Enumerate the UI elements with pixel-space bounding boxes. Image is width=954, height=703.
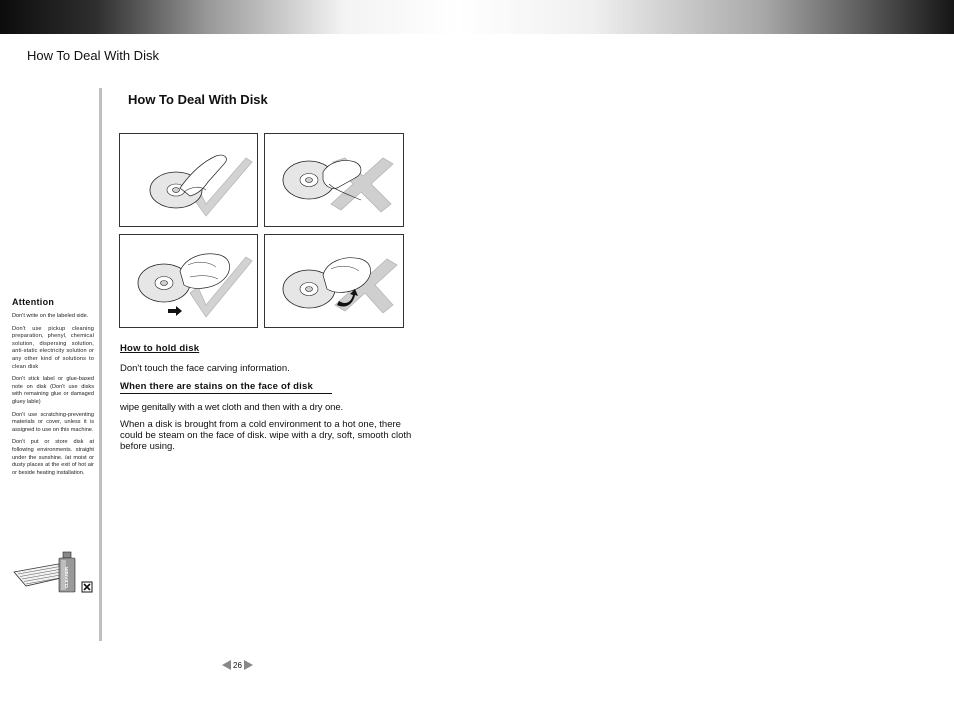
column-divider <box>99 88 102 641</box>
cross-box-icon <box>82 582 92 592</box>
next-page-icon[interactable] <box>244 660 253 670</box>
section-title: How To Deal With Disk <box>128 92 268 107</box>
cold-text: When a disk is brought from a cold environment to a hot one, there could be steam on the face of disk. wipe with a dry, soft, smooth cloth before using. <box>120 419 412 452</box>
attention-note: Don't stick label or glue-based note on disk (Don't use disks with remaining glue or damaged gluey lable) <box>12 376 94 405</box>
disk-photo-wipe-correct <box>119 234 258 328</box>
hold-heading: How to hold disk <box>120 343 200 354</box>
right-arrow-icon <box>168 306 182 316</box>
attention-sidebar <box>12 297 94 482</box>
attention-note: Don't use pickup cleaning preparation, phenyl, chemical solution, dispersing solution, anti-static electricity solution or any other kind of solutions to clean disk <box>12 325 94 370</box>
attention-title: Attention <box>12 297 55 307</box>
disk-photo-wipe-wrong <box>264 234 404 328</box>
attention-note: Don't put or store disk at following environments. straight under the sunshine. /at moist or dusty places at the exit of hot air or beside heating installation. <box>12 439 94 476</box>
disk-photo-hold-correct <box>119 133 258 227</box>
header-title: How To Deal With Disk <box>27 48 159 63</box>
disk-photo-hold-wrong <box>264 133 404 227</box>
hold-text: Don't touch the face carving information. <box>120 363 290 374</box>
cleaner-label: CLEANER <box>64 566 69 588</box>
wipe-text: wipe genitally with a wet cloth and then with a dry one. <box>120 402 344 413</box>
previous-page-icon[interactable] <box>222 660 231 670</box>
disk-handling-text <box>120 343 422 452</box>
page-navigation <box>222 660 253 670</box>
cleaner-illustration <box>12 550 98 596</box>
attention-note: Don't use scratching-preventing materials or cover, unless it is assigned to use on this machine. <box>12 411 94 433</box>
cloth-icon <box>180 254 230 289</box>
page-number: 26 <box>233 660 242 670</box>
stain-heading: When there are stains on the face of disk <box>120 381 332 394</box>
attention-note: Don't write on the labeled side. <box>12 313 89 319</box>
top-banner <box>0 0 954 34</box>
